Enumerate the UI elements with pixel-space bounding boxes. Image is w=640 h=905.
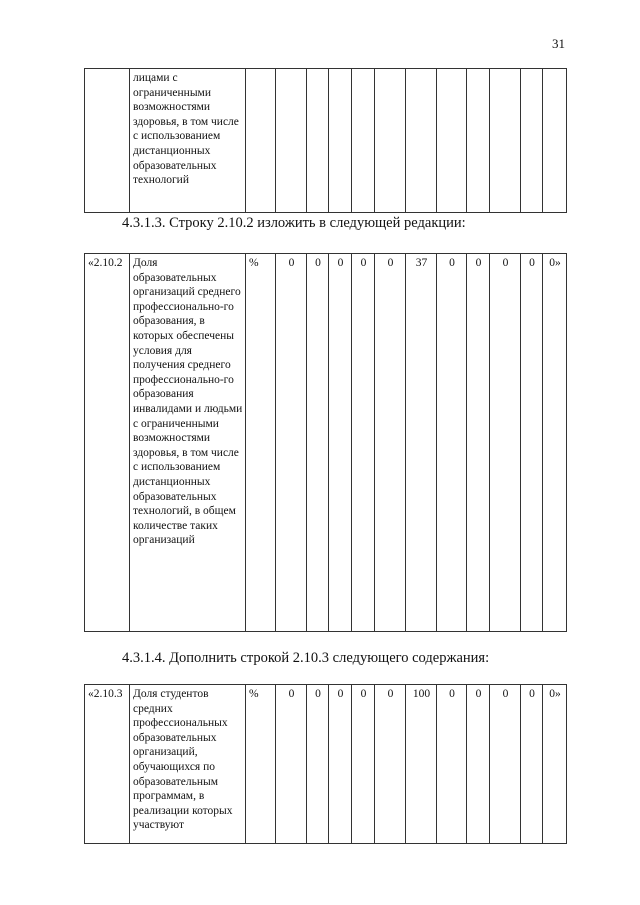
value-cell: 37: [406, 254, 437, 632]
section-heading-4-3-1-4: 4.3.1.4. Дополнить строкой 2.10.3 следующего содержания:: [122, 650, 490, 666]
value-cell: 0: [521, 685, 543, 844]
value-cell: [406, 69, 437, 213]
value-cell: 0»: [543, 254, 567, 632]
row-description: Доля студентов средних профессиональных образовательных организаций, обучающихся по образовательным программам, в реализации которых участвуют: [130, 685, 246, 844]
table-row-2-10-2: [84, 253, 567, 632]
value-cell: 0: [329, 254, 352, 632]
value-cell: 0: [329, 685, 352, 844]
table-row: [85, 254, 567, 632]
table-row-2-10-3: [84, 684, 567, 844]
value-cell: [307, 69, 329, 213]
row-code: «2.10.2: [85, 254, 130, 632]
section-heading-4-3-1-3: 4.3.1.3. Строку 2.10.2 изложить в следующей редакции:: [122, 215, 466, 231]
value-cell: 0: [307, 685, 329, 844]
page-number: 31: [552, 36, 565, 51]
value-cell: 0: [352, 254, 375, 632]
value-cell: 0: [490, 685, 521, 844]
value-cell: 0: [375, 254, 406, 632]
value-cell: [329, 69, 352, 213]
value-cell: [276, 69, 307, 213]
value-cell: 0: [307, 254, 329, 632]
value-cell: 0: [276, 254, 307, 632]
row-unit: %: [246, 685, 276, 844]
value-cell: 0: [375, 685, 406, 844]
value-cell: 0: [437, 685, 467, 844]
table-row: [85, 685, 567, 844]
value-cell: [521, 69, 543, 213]
row-description: Доля образовательных организаций среднего профессионально-го образования, в которых обеспечены условия для получения среднего профессионально-го образования инвалидами и людьми с ограниченными возможностями здоровья, в том числе с использованием дистанционных образовательных технологий, в общем количестве таких организаций: [130, 254, 246, 632]
value-cell: [467, 69, 490, 213]
value-cell: [375, 69, 406, 213]
row-description: лицами с ограниченными возможностями здоровья, в том числе с использованием дистанционных образовательных технологий: [130, 69, 246, 213]
value-cell: 0: [467, 685, 490, 844]
value-cell: [352, 69, 375, 213]
value-cell: 0: [490, 254, 521, 632]
value-cell: 0»: [543, 685, 567, 844]
value-cell: 0: [276, 685, 307, 844]
value-cell: [437, 69, 467, 213]
row-unit: %: [246, 254, 276, 632]
row-unit: [246, 69, 276, 213]
table-row: [85, 69, 567, 213]
table-continuation: [84, 68, 567, 213]
value-cell: 100: [406, 685, 437, 844]
value-cell: [490, 69, 521, 213]
row-code: «2.10.3: [85, 685, 130, 844]
value-cell: 0: [437, 254, 467, 632]
value-cell: [543, 69, 567, 213]
row-code: [85, 69, 130, 213]
value-cell: 0: [521, 254, 543, 632]
value-cell: 0: [352, 685, 375, 844]
value-cell: 0: [467, 254, 490, 632]
